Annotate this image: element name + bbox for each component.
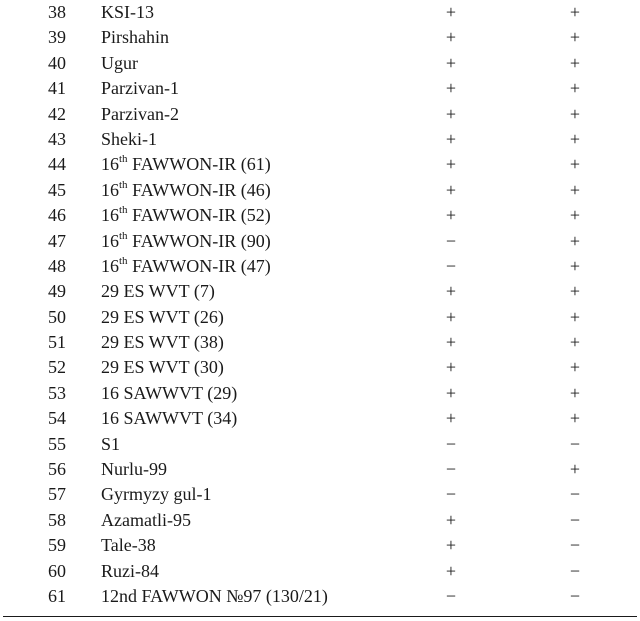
row-number: 56 (48, 459, 66, 480)
genotype-name-text: Parzivan-1 (101, 78, 179, 99)
table-row (0, 559, 640, 584)
row-number: 60 (48, 560, 66, 581)
table-row (0, 229, 640, 254)
marker-result-col1: + (445, 535, 457, 556)
row-number: 53 (48, 382, 66, 403)
row-number: 48 (48, 255, 66, 276)
genotype-name-text: 29 ES WVT (7) (101, 281, 215, 302)
table-row (0, 508, 640, 533)
genotype-name (101, 559, 159, 584)
table-row (0, 102, 640, 127)
marker-result-col1: + (445, 382, 457, 403)
marker-result-col1: + (445, 52, 457, 73)
table-row (0, 127, 640, 152)
row-number: 54 (48, 408, 66, 429)
table-row (0, 584, 640, 609)
genotype-name-text: 29 ES WVT (26) (101, 306, 224, 327)
table-row (0, 432, 640, 457)
marker-result-col2: + (569, 52, 581, 73)
genotype-name-text: 16 (101, 179, 119, 200)
genotype-name (101, 330, 224, 355)
table-row (0, 457, 640, 482)
marker-result-col1: + (445, 306, 457, 327)
row-number: 57 (48, 484, 66, 505)
genotype-name (101, 305, 224, 330)
marker-result-col1: + (445, 408, 457, 429)
genotype-name-text: Gyrmyzy gul-1 (101, 484, 212, 505)
genotype-name-suffix: FAWWON-IR (47) (127, 255, 271, 276)
genotype-name-text: 29 ES WVT (30) (101, 357, 224, 378)
row-number: 39 (48, 27, 66, 48)
genotype-name (101, 279, 215, 304)
genotype-name-text: 16 (101, 255, 119, 276)
marker-result-col1: − (445, 484, 457, 505)
marker-result-col1: + (445, 332, 457, 353)
genotype-name (101, 178, 271, 203)
ordinal-superscript: th (119, 204, 128, 217)
row-number: 58 (48, 509, 66, 530)
row-number: 61 (48, 585, 66, 606)
genotype-name-text: Ruzi-84 (101, 560, 159, 581)
marker-result-col1: + (445, 128, 457, 149)
table-row (0, 0, 640, 25)
row-number: 46 (48, 205, 66, 226)
marker-result-col1: − (445, 230, 457, 251)
marker-result-col2: + (569, 27, 581, 48)
marker-result-col1: − (445, 255, 457, 276)
marker-result-col2: + (569, 332, 581, 353)
marker-result-col2: + (569, 103, 581, 124)
marker-result-col2: + (569, 230, 581, 251)
row-number: 43 (48, 128, 66, 149)
genotype-name-suffix: FAWWON-IR (61) (127, 154, 271, 175)
table-row (0, 76, 640, 101)
row-number: 41 (48, 78, 66, 99)
table-row (0, 381, 640, 406)
table-row (0, 330, 640, 355)
marker-result-col2: + (569, 179, 581, 200)
genotype-name-suffix: FAWWON-IR (46) (127, 179, 271, 200)
genotype-name-text: KSI-13 (101, 2, 154, 22)
genotype-name-text: 16 SAWWVT (29) (101, 382, 238, 403)
row-number: 40 (48, 52, 66, 73)
marker-result-col1: + (445, 205, 457, 226)
genotype-name (101, 584, 328, 609)
genotype-name (101, 254, 271, 279)
row-number: 38 (48, 2, 66, 22)
table-row (0, 51, 640, 76)
genotype-name-text: 16 (101, 154, 119, 175)
marker-result-col2: + (569, 205, 581, 226)
table-row (0, 305, 640, 330)
marker-result-col2: − (569, 560, 581, 581)
row-number: 42 (48, 103, 66, 124)
genotype-name-text: 16 (101, 205, 119, 226)
genotype-name (101, 406, 237, 431)
genotype-name (101, 457, 167, 482)
genotype-name (101, 533, 156, 558)
genotype-name-text: Azamatli-95 (101, 509, 191, 530)
marker-result-col2: + (569, 78, 581, 99)
genotype-name (101, 51, 138, 76)
genotype-name (101, 0, 154, 25)
marker-result-col2: + (569, 357, 581, 378)
table-row (0, 482, 640, 507)
marker-result-col2: − (569, 535, 581, 556)
marker-result-col1: + (445, 281, 457, 302)
marker-result-col2: − (569, 585, 581, 606)
genotype-name (101, 432, 120, 457)
genotype-name (101, 508, 191, 533)
genotype-name-suffix: FAWWON-IR (90) (127, 230, 271, 251)
ordinal-superscript: th (119, 178, 128, 191)
marker-result-col2: + (569, 281, 581, 302)
table-row (0, 355, 640, 380)
genotype-name-text: Nurlu-99 (101, 459, 167, 480)
row-number: 55 (48, 433, 66, 454)
genotype-name (101, 355, 224, 380)
marker-result-col1: + (445, 2, 457, 22)
row-number: 44 (48, 154, 66, 175)
ordinal-superscript: th (119, 229, 128, 242)
marker-result-col2: + (569, 255, 581, 276)
table-row (0, 279, 640, 304)
row-number: 45 (48, 179, 66, 200)
marker-result-col2: + (569, 154, 581, 175)
marker-result-col1: + (445, 509, 457, 530)
marker-result-col1: − (445, 433, 457, 454)
genotype-name (101, 203, 271, 228)
marker-result-col2: + (569, 382, 581, 403)
genotype-name-text: Pirshahin (101, 27, 170, 48)
genotype-name-text: Ugur (101, 52, 138, 73)
marker-result-col1: + (445, 78, 457, 99)
table-row (0, 25, 640, 50)
genotype-name (101, 25, 169, 50)
genotype-name-text: 29 ES WVT (38) (101, 332, 224, 353)
marker-result-col1: + (445, 179, 457, 200)
genotype-name (101, 102, 179, 127)
marker-result-col1: + (445, 27, 457, 48)
genotype-name-suffix: FAWWON-IR (52) (127, 205, 271, 226)
genotype-name (101, 127, 157, 152)
table-row (0, 254, 640, 279)
genotype-name-text: S1 (101, 433, 121, 454)
marker-result-col1: − (445, 585, 457, 606)
table-row (0, 203, 640, 228)
genotype-name (101, 229, 271, 254)
marker-result-col1: − (445, 459, 457, 480)
marker-result-col2: − (569, 484, 581, 505)
marker-result-col2: + (569, 306, 581, 327)
row-number: 49 (48, 281, 66, 302)
table-row (0, 152, 640, 177)
ordinal-superscript: th (119, 254, 128, 267)
row-number: 50 (48, 306, 66, 327)
marker-result-col2: + (569, 2, 581, 22)
genotype-name (101, 152, 271, 177)
ordinal-superscript: th (119, 153, 128, 166)
genotype-name (101, 482, 211, 507)
genotype-name (101, 76, 179, 101)
marker-result-col2: + (569, 128, 581, 149)
row-number: 59 (48, 535, 66, 556)
marker-result-col2: − (569, 509, 581, 530)
row-number: 52 (48, 357, 66, 378)
marker-result-col2: + (569, 459, 581, 480)
genotype-name-text: 16 SAWWVT (34) (101, 408, 238, 429)
marker-result-col2: + (569, 408, 581, 429)
marker-result-col2: − (569, 433, 581, 454)
row-number: 47 (48, 230, 66, 251)
row-number: 51 (48, 332, 66, 353)
marker-result-col1: + (445, 103, 457, 124)
genotype-name-text: 16 (101, 230, 119, 251)
marker-result-col1: + (445, 560, 457, 581)
genotype-name (101, 381, 237, 406)
marker-result-col1: + (445, 154, 457, 175)
genotype-name-text: Tale-38 (101, 535, 156, 556)
genotype-name-text: 12nd FAWWON №97 (130/21) (101, 585, 328, 606)
table-row (0, 533, 640, 558)
genotype-name-text: Sheki-1 (101, 128, 157, 149)
marker-result-col1: + (445, 357, 457, 378)
table-row (0, 178, 640, 203)
table-row (0, 406, 640, 431)
genotype-name-text: Parzivan-2 (101, 103, 179, 124)
table-bottom-rule (3, 616, 637, 617)
